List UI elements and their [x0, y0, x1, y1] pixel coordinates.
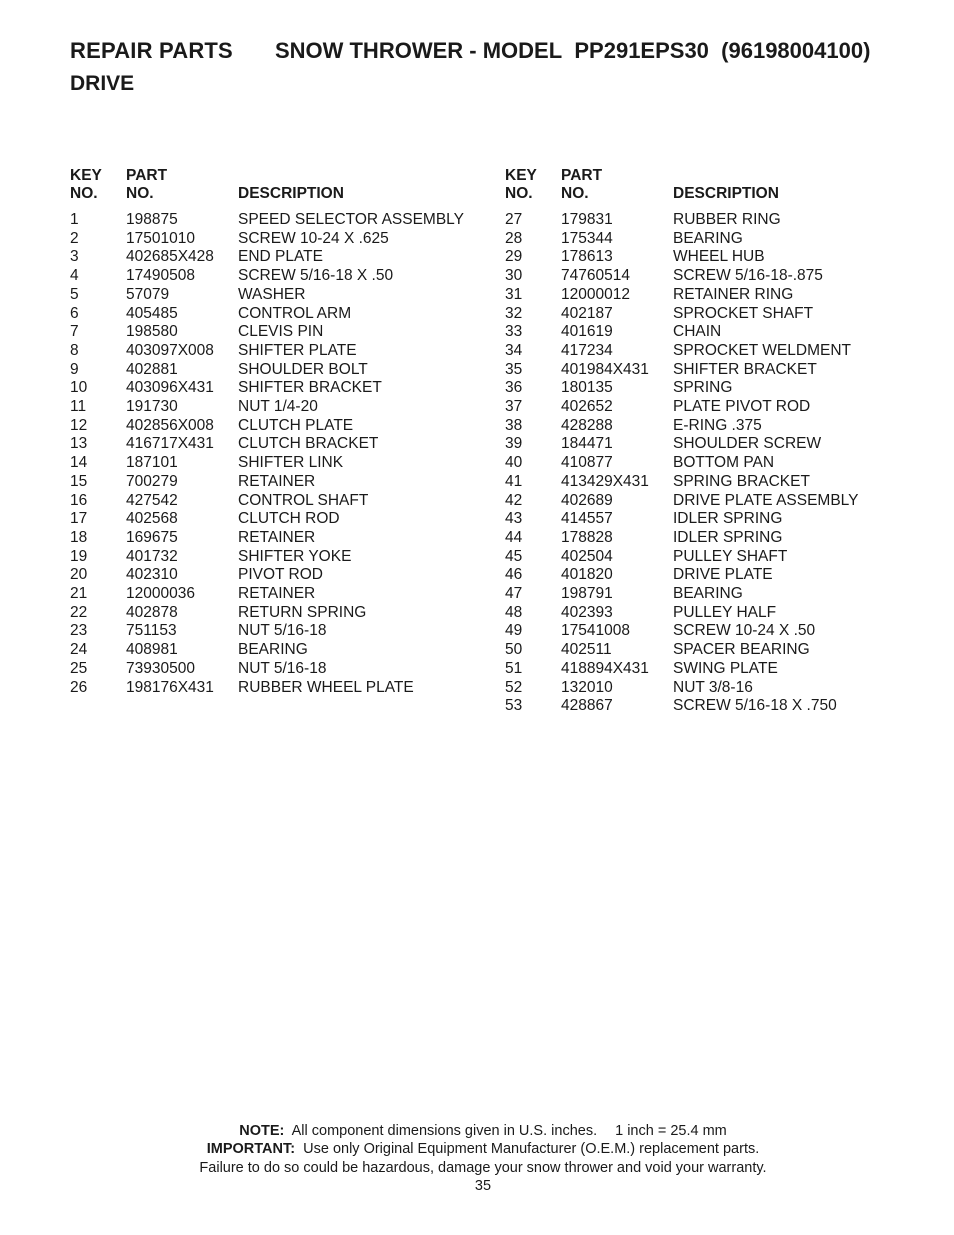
description-cell: CLUTCH BRACKET [238, 435, 379, 453]
table-row [70, 211, 470, 230]
table-row [70, 398, 470, 417]
key-no-cell: 32 [505, 304, 523, 322]
table-row [70, 492, 470, 511]
part-no-cell: 402310 [126, 566, 178, 584]
part-no-cell: 413429X431 [561, 472, 649, 490]
part-no-cell: 402685X428 [126, 248, 214, 266]
description-cell: SHIFTER BRACKET [673, 360, 817, 378]
description-cell: SPRING BRACKET [673, 472, 810, 490]
table-row [505, 305, 905, 324]
description-cell: E-RING .375 [673, 416, 762, 434]
part-no-cell: 751153 [126, 622, 177, 640]
description-cell: NUT 3/8-16 [673, 678, 753, 696]
description-cell: RETURN SPRING [238, 603, 367, 621]
key-no-cell: 34 [505, 341, 523, 359]
table-row [70, 548, 470, 567]
description-cell: END PLATE [238, 248, 323, 266]
description-cell: PLATE PIVOT ROD [673, 398, 811, 416]
key-no-cell: 24 [70, 641, 88, 659]
description-cell: SCREW 5/16-18 X .50 [238, 267, 394, 285]
description-cell: BOTTOM PAN [673, 454, 775, 472]
table-row [505, 473, 905, 492]
part-no-cell: 17541008 [561, 622, 630, 640]
note-line: NOTE: All component dimensions given in U.S. inches. 1 inch = 25.4 mm [239, 1123, 727, 1139]
table-row [70, 323, 470, 342]
description-cell: RETAINER RING [673, 285, 794, 303]
table-row [70, 248, 470, 267]
part-no-cell: 402881 [126, 360, 178, 378]
key-no-cell: 51 [505, 659, 523, 677]
key-no-cell: 47 [505, 585, 523, 603]
part-no-cell: 417234 [561, 341, 613, 359]
table-row [505, 342, 905, 361]
part-no-header: PART NO. [561, 166, 603, 203]
key-no-cell: 31 [505, 285, 523, 303]
part-no-cell: 402393 [561, 603, 613, 621]
description-cell: SPRING [673, 379, 733, 397]
description-cell: BEARING [673, 229, 743, 247]
part-no-cell: 178613 [561, 248, 613, 266]
key-no-cell: 42 [505, 491, 523, 509]
key-no-cell: 40 [505, 454, 523, 472]
description-cell: SPEED SELECTOR ASSEMBLY [238, 211, 464, 228]
key-no-cell: 37 [505, 398, 523, 416]
table-row [505, 248, 905, 267]
part-no-cell: 410877 [561, 454, 613, 472]
key-no-cell: 5 [70, 285, 79, 303]
description-cell: SHIFTER PLATE [238, 341, 357, 359]
description-cell: NUT 1/4-20 [238, 398, 318, 416]
table-row [505, 604, 905, 623]
table-header [505, 166, 905, 204]
table-row [505, 660, 905, 679]
part-no-cell: 414557 [561, 510, 613, 528]
part-no-cell: 17501010 [126, 229, 195, 247]
key-no-cell: 45 [505, 547, 523, 565]
description-cell: SHOULDER SCREW [673, 435, 822, 453]
table-row [505, 548, 905, 567]
key-no-cell: 36 [505, 379, 523, 397]
description-cell: SCREW 5/16-18-.875 [673, 267, 823, 285]
table-row [70, 286, 470, 305]
key-no-cell: 7 [70, 323, 79, 341]
table-row [70, 230, 470, 249]
description-cell: WHEEL HUB [673, 248, 765, 266]
part-no-cell: 402568 [126, 510, 178, 528]
table-row [70, 510, 470, 529]
description-cell: IDLER SPRING [673, 528, 783, 546]
table-row [70, 267, 470, 286]
parts-table-right [505, 166, 905, 716]
description-cell: RUBBER WHEEL PLATE [238, 678, 414, 696]
key-no-cell: 17 [70, 510, 88, 528]
table-row [70, 305, 470, 324]
key-no-cell: 13 [70, 435, 88, 453]
key-no-cell: 16 [70, 491, 88, 509]
part-no-cell: 700279 [126, 472, 178, 490]
description-header: DESCRIPTION [238, 185, 344, 203]
part-no-cell: 169675 [126, 528, 178, 546]
key-no-cell: 6 [70, 304, 79, 322]
key-no-cell: 39 [505, 435, 523, 453]
table-row [505, 361, 905, 380]
key-no-cell: 12 [70, 416, 88, 434]
part-no-cell: 401820 [561, 566, 613, 584]
description-cell: DRIVE PLATE [673, 566, 773, 584]
part-no-cell: 178828 [561, 528, 613, 546]
key-no-cell: 44 [505, 528, 523, 546]
part-no-cell: 428867 [561, 697, 613, 715]
part-no-cell: 74760514 [561, 267, 630, 285]
table-row [505, 323, 905, 342]
description-cell: CLUTCH ROD [238, 510, 340, 528]
part-no-cell: 179831 [561, 211, 613, 228]
table-row [505, 622, 905, 641]
table-row [70, 641, 470, 660]
part-no-cell: 403097X008 [126, 341, 214, 359]
key-no-cell: 49 [505, 622, 523, 640]
key-no-cell: 18 [70, 528, 88, 546]
key-no-cell: 38 [505, 416, 523, 434]
description-cell: NUT 5/16-18 [238, 622, 327, 640]
repair-parts-heading: REPAIR PARTS [70, 38, 233, 63]
table-row [70, 435, 470, 454]
part-no-cell: 12000036 [126, 585, 195, 603]
table-row [70, 622, 470, 641]
table-header [70, 166, 470, 204]
table-row [505, 230, 905, 249]
description-cell: SPACER BEARING [673, 641, 810, 659]
table-row [505, 641, 905, 660]
key-no-cell: 35 [505, 360, 523, 378]
description-cell: RETAINER [238, 528, 316, 546]
part-no-cell: 428288 [561, 416, 613, 434]
part-no-cell: 175344 [561, 229, 613, 247]
table-row [70, 566, 470, 585]
key-no-cell: 46 [505, 566, 523, 584]
part-no-cell: 408981 [126, 641, 178, 659]
table-row [505, 286, 905, 305]
section-title: DRIVE [70, 72, 135, 95]
parts-list-left [70, 211, 470, 697]
description-cell: SCREW 5/16-18 X .750 [673, 697, 837, 715]
key-no-cell: 25 [70, 659, 88, 677]
key-no-cell: 19 [70, 547, 88, 565]
description-cell: RUBBER RING [673, 211, 781, 228]
model-code: PP291EPS30 [574, 38, 709, 63]
part-no-cell: 198580 [126, 323, 178, 341]
key-no-cell: 30 [505, 267, 523, 285]
description-cell: SHOULDER BOLT [238, 360, 368, 378]
table-row [70, 660, 470, 679]
table-row [70, 473, 470, 492]
key-no-cell: 3 [70, 248, 79, 266]
part-no-cell: 12000012 [561, 285, 630, 303]
description-cell: WASHER [238, 285, 306, 303]
key-no-cell: 15 [70, 472, 88, 490]
table-row [505, 679, 905, 698]
table-row [70, 604, 470, 623]
description-header: DESCRIPTION [673, 185, 779, 203]
part-no-cell: 187101 [126, 454, 178, 472]
part-no-cell: 402689 [561, 491, 613, 509]
key-no-cell: 23 [70, 622, 88, 640]
description-cell: PULLEY HALF [673, 603, 777, 621]
key-no-cell: 21 [70, 585, 88, 603]
key-no-cell: 10 [70, 379, 88, 397]
part-no-cell: 403096X431 [126, 379, 214, 397]
description-cell: SPROCKET SHAFT [673, 304, 814, 322]
parts-list-right [505, 211, 905, 716]
description-cell: BEARING [238, 641, 308, 659]
description-cell: CLUTCH PLATE [238, 416, 354, 434]
key-no-cell: 52 [505, 678, 523, 696]
key-no-cell: 2 [70, 229, 79, 247]
description-cell: SPROCKET WELDMENT [673, 341, 851, 359]
part-no-cell: 198791 [561, 585, 613, 603]
description-cell: DRIVE PLATE ASSEMBLY [673, 491, 859, 509]
table-row [505, 211, 905, 230]
description-cell: SCREW 10-24 X .625 [238, 229, 389, 247]
part-no-cell: 198875 [126, 211, 178, 228]
description-cell: SHIFTER YOKE [238, 547, 352, 565]
table-row [70, 361, 470, 380]
part-no-cell: 416717X431 [126, 435, 214, 453]
parts-table-left [70, 166, 470, 697]
key-no-cell: 20 [70, 566, 88, 584]
part-no-cell: 402187 [561, 304, 613, 322]
table-row [70, 417, 470, 436]
description-cell: BEARING [673, 585, 743, 603]
part-no-cell: 418894X431 [561, 659, 649, 677]
description-cell: IDLER SPRING [673, 510, 783, 528]
part-no-cell: 402511 [561, 641, 612, 659]
description-cell: SHIFTER BRACKET [238, 379, 382, 397]
part-no-cell: 198176X431 [126, 678, 214, 696]
table-row [505, 697, 905, 716]
description-cell: CONTROL ARM [238, 304, 352, 322]
key-no-cell: 29 [505, 248, 523, 266]
key-no-cell: 11 [70, 398, 87, 416]
table-row [505, 585, 905, 604]
model-prefix: SNOW THROWER - MODEL [274, 38, 563, 63]
table-row [70, 585, 470, 604]
part-no-cell: 401619 [561, 323, 613, 341]
part-no-cell: 427542 [126, 491, 178, 509]
part-no-cell: 402652 [561, 398, 613, 416]
key-no-cell: 43 [505, 510, 523, 528]
part-no-cell: 402856X008 [126, 416, 214, 434]
part-no-cell: 132010 [561, 678, 613, 696]
key-no-cell: 53 [505, 697, 523, 715]
table-row [505, 417, 905, 436]
part-no-cell: 401732 [126, 547, 178, 565]
description-cell: NUT 5/16-18 [238, 659, 327, 677]
description-cell: PIVOT ROD [238, 566, 323, 584]
table-row [505, 510, 905, 529]
part-no-cell: 17490508 [126, 267, 195, 285]
key-no-header: KEY NO. [505, 166, 537, 203]
description-cell: SWING PLATE [673, 659, 778, 677]
page-footer [0, 1122, 954, 1195]
key-no-cell: 48 [505, 603, 523, 621]
key-no-header: KEY NO. [70, 166, 102, 203]
description-cell: RETAINER [238, 585, 316, 603]
table-row [505, 454, 905, 473]
table-row [70, 529, 470, 548]
part-no-cell: 73930500 [126, 659, 195, 677]
key-no-cell: 4 [70, 267, 79, 285]
key-no-cell: 9 [70, 360, 79, 378]
description-cell: SHIFTER LINK [238, 454, 344, 472]
table-row [70, 379, 470, 398]
description-cell: SCREW 10-24 X .50 [673, 622, 816, 640]
table-row [70, 342, 470, 361]
table-row [505, 529, 905, 548]
key-no-cell: 27 [505, 211, 523, 228]
warning-line: Failure to do so could be hazardous, damage your snow thrower and void your warranty. [199, 1159, 767, 1176]
page-title [70, 36, 930, 66]
part-no-cell: 402504 [561, 547, 613, 565]
table-row [505, 492, 905, 511]
part-no-cell: 401984X431 [561, 360, 649, 378]
part-no-cell: 180135 [561, 379, 613, 397]
part-no-cell: 57079 [126, 285, 170, 303]
table-row [505, 435, 905, 454]
model-number: (96198004100) [721, 38, 871, 63]
key-no-cell: 26 [70, 678, 88, 696]
key-no-cell: 1 [70, 211, 79, 228]
part-no-cell: 184471 [561, 435, 613, 453]
part-no-cell: 402878 [126, 603, 178, 621]
part-no-cell: 405485 [126, 304, 178, 322]
description-cell: PULLEY SHAFT [673, 547, 788, 565]
key-no-cell: 33 [505, 323, 523, 341]
table-row [505, 566, 905, 585]
description-cell: RETAINER [238, 472, 316, 490]
key-no-cell: 8 [70, 341, 79, 359]
key-no-cell: 50 [505, 641, 523, 659]
page-header [70, 36, 930, 99]
description-cell: CHAIN [673, 323, 722, 341]
page-number: 35 [474, 1177, 492, 1194]
part-no-header: PART NO. [126, 166, 168, 203]
important-line: IMPORTANT: Use only Original Equipment Manufacturer (O.E.M.) replacement parts. [206, 1141, 760, 1158]
key-no-cell: 41 [505, 472, 523, 490]
description-cell: CLEVIS PIN [238, 323, 324, 341]
table-row [505, 398, 905, 417]
table-row [70, 679, 470, 698]
table-row [505, 379, 905, 398]
key-no-cell: 28 [505, 229, 523, 247]
key-no-cell: 14 [70, 454, 88, 472]
part-no-cell: 191730 [126, 398, 178, 416]
table-row [505, 267, 905, 286]
key-no-cell: 22 [70, 603, 88, 621]
description-cell: CONTROL SHAFT [238, 491, 369, 509]
table-row [70, 454, 470, 473]
